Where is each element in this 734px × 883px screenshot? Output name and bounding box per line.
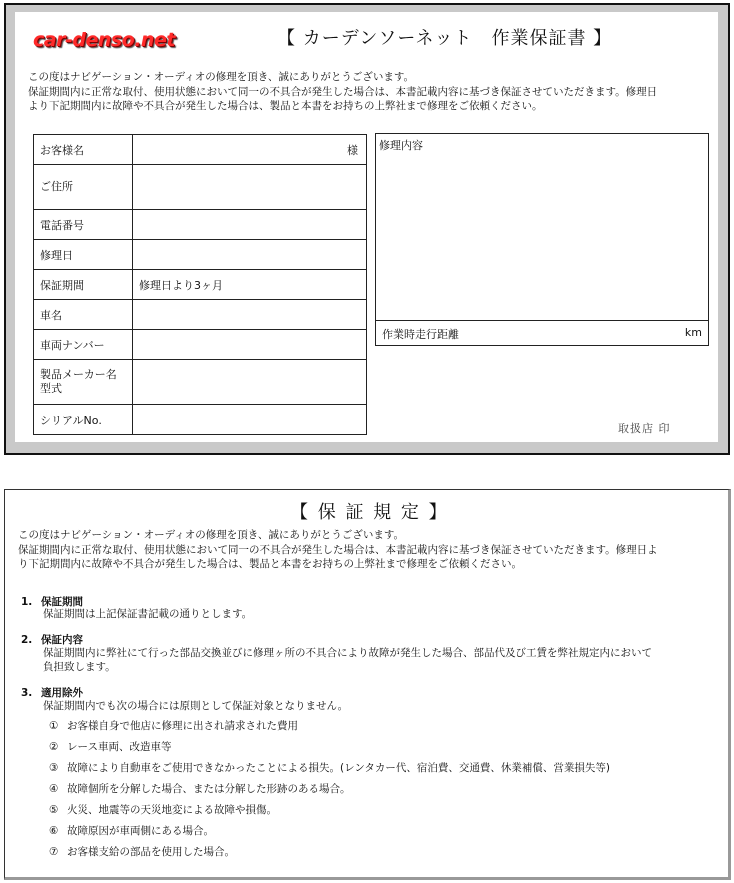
item-text: お客様自身で他店に修理に出され請求された費用 (67, 720, 298, 732)
item-number: ⑤ (49, 804, 59, 816)
mileage-row[interactable] (376, 320, 708, 345)
item-text: 故障により自動車をご使用できなかったことによる損失。(レンタカー代、宿泊費、交通費、休業補償、営業損失等) (67, 762, 611, 774)
section-body-line: 負担致します。 (43, 661, 116, 673)
table-row (34, 240, 367, 270)
terms-intro-line: この度はナビゲーション・オーディオの修理を頂き、誠にありがとうございます。 (18, 529, 404, 541)
table-row (34, 405, 367, 435)
serial-number-field[interactable] (133, 405, 367, 435)
table-row (34, 360, 367, 405)
certificate-intro-line: より下記期間内に故障や不具合が発生した場合は、製品と本書をお持ちの上弊社まで修理をご依頼ください。 (28, 100, 543, 112)
repair-date-field[interactable] (133, 240, 367, 270)
terms-title: 【 保 証 規 定 】 (290, 502, 449, 523)
section-number: 2. (21, 634, 33, 646)
certificate-sheet (15, 12, 718, 442)
address-field[interactable] (133, 165, 367, 210)
mileage-unit: km (684, 326, 702, 339)
phone-label: 電話番号 (34, 210, 133, 240)
section-number: 3. (21, 687, 33, 699)
car-name-field[interactable] (133, 300, 367, 330)
terms-intro-line: 保証期間内に正常な取付、使用状態において同一の不具合が発生した場合は、本書記載内容に基づき保証させていただきます。修理日よ (18, 543, 658, 556)
list-item (49, 844, 235, 859)
item-number: ④ (49, 783, 59, 795)
table-row (34, 210, 367, 240)
certificate-intro-line: この度はナビゲーション・オーディオの修理を頂き、誠にありがとうございます。 (28, 71, 414, 83)
warranty-period-value: 修理日より3ヶ月 (133, 270, 367, 300)
item-number: ② (49, 741, 59, 753)
list-item (49, 739, 171, 754)
section-heading (21, 632, 83, 647)
certificate-title: 【 カーデンソーネット 作業保証書 】 (277, 28, 613, 49)
customer-name-label: お客様名 (34, 135, 133, 165)
item-text: 故障個所を分解した場合、または分解した形跡のある場合。 (67, 783, 351, 795)
item-text: お客様支給の部品を使用した場合。 (67, 846, 235, 858)
table-row (34, 165, 367, 210)
section-number: 1. (21, 596, 33, 608)
dealer-stamp-label: 取扱店 印 (618, 422, 671, 435)
repair-date-label: 修理日 (34, 240, 133, 270)
terms-intro (18, 528, 658, 572)
plate-number-label: 車両ナンバー (34, 330, 133, 360)
repair-details-box[interactable] (375, 133, 709, 346)
list-item (49, 823, 214, 838)
table-row (34, 135, 367, 165)
item-number: ① (49, 720, 59, 732)
section-body-line: 保証期間内に弊社にて行った部品交換並びに修理ヶ所の不具合により故障が発生した場合、部品代及び工賃を弊社規定内において (43, 647, 652, 659)
item-number: ⑦ (49, 846, 59, 858)
warranty-period-label: 保証期間 (34, 270, 133, 300)
table-row (34, 270, 367, 300)
list-item (49, 802, 277, 817)
mileage-label: 作業時走行距離 (382, 328, 459, 341)
certificate-intro-line: 保証期間内に正常な取付、使用状態において同一の不具合が発生した場合は、本書記載内容に基づき保証させていただきます。修理日 (28, 85, 658, 98)
terms-intro-line: り下記期間内に故障や不具合が発生した場合は、製品と本書をお持ちの上弊社まで修理をご依頼ください。 (18, 558, 522, 570)
item-number: ⑥ (49, 825, 59, 837)
repair-details-label: 修理内容 (379, 139, 423, 152)
honorific-suffix: 様 (347, 143, 358, 157)
table-row (34, 330, 367, 360)
item-text: 火災、地震等の天災地変による故障や損傷。 (67, 804, 277, 816)
section-title: 適用除外 (41, 687, 83, 699)
customer-info-table (33, 134, 367, 435)
item-number: ③ (49, 762, 59, 774)
plate-number-field[interactable] (133, 330, 367, 360)
section-body-line: 保証期間内でも次の場合には原則として保証対象となりません。 (43, 700, 349, 712)
list-item (49, 760, 610, 775)
warranty-terms-card (4, 489, 731, 880)
section-body-line: 保証期間は上記保証書記載の通りとします。 (43, 608, 253, 620)
warranty-certificate-card (4, 3, 730, 455)
car-denso-logo: car-denso.net (33, 29, 175, 51)
item-text: レース車両、改造車等 (67, 741, 172, 753)
certificate-intro (28, 70, 657, 114)
serial-number-label: シリアルNo. (34, 405, 133, 435)
section-title: 保証内容 (41, 634, 83, 646)
maker-model-field[interactable] (133, 360, 367, 405)
customer-name-field[interactable] (133, 135, 367, 165)
list-item (49, 718, 298, 733)
section-heading (21, 685, 83, 700)
phone-field[interactable] (133, 210, 367, 240)
item-text: 故障原因が車両側にある場合。 (67, 825, 214, 837)
table-row (34, 300, 367, 330)
maker-model-label: 製品メーカー名 型式 (34, 360, 133, 405)
address-label: ご住所 (34, 165, 133, 210)
car-name-label: 車名 (34, 300, 133, 330)
list-item (49, 781, 351, 796)
section-title: 保証期間 (41, 596, 83, 608)
